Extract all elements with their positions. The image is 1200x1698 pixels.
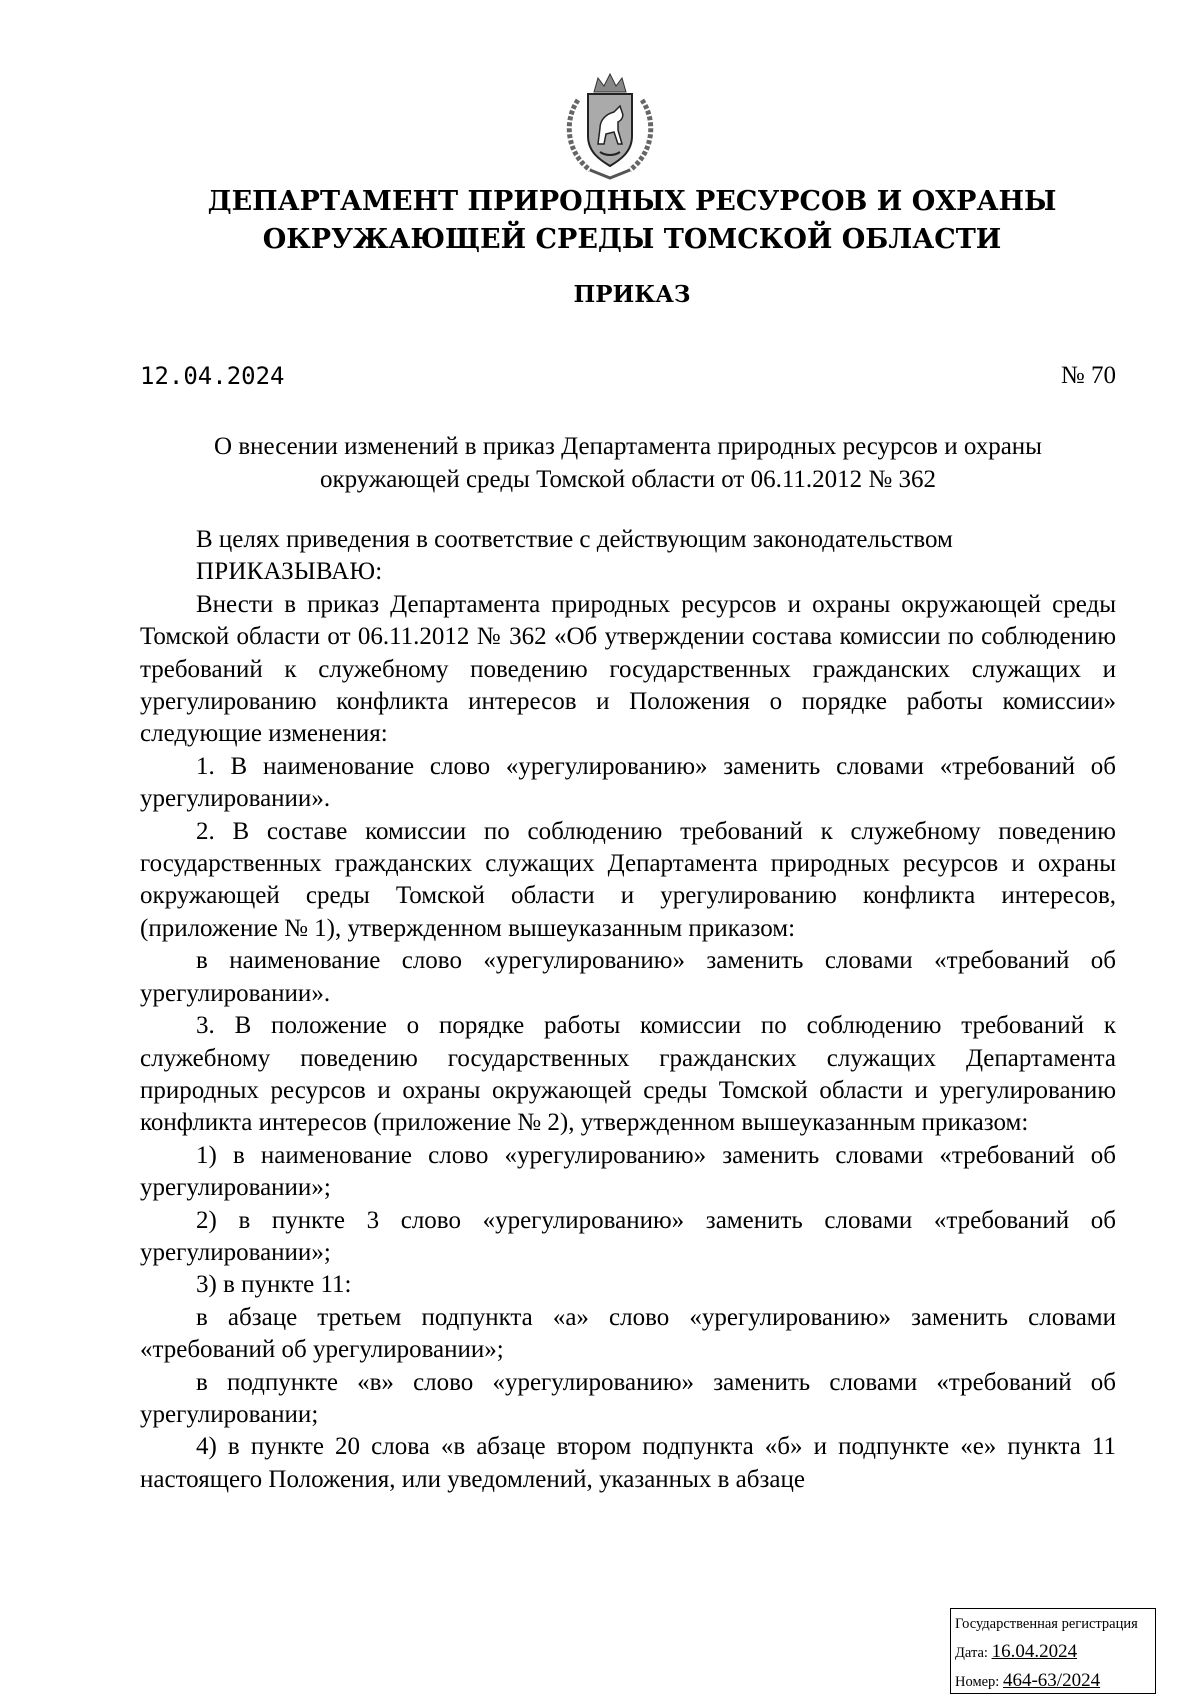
body-paragraph: 2. В составе комиссии по соблюдению требований к служебному поведению государственных гражданских служащих Департамента природных ресурсов и охраны окружающей среды Томской области и урегулированию конфликта интересов, (приложение № 1), утвержденном вышеуказанным приказом: <box>140 817 1116 942</box>
document-subject <box>140 430 1116 496</box>
body-paragraph: в подпункте «в» слово «урегулированию» заменить словами «требований об урегулировании; <box>140 1368 1116 1428</box>
body-paragraph: 4) в пункте 20 слова «в абзаце втором подпункта «б» и подпункте «е» пункта 11 настоящего Положения, или уведомлений, указанных в абзаце <box>140 1433 1116 1493</box>
registration-date-row <box>955 1638 1151 1667</box>
body-paragraph: в абзаце третьем подпункта «а» слово «урегулированию» заменить словами «требований об урегулировании»; <box>140 1303 1116 1364</box>
subject-line1: О внесении изменений в приказ Департамента природных ресурсов и охраны <box>214 433 1042 460</box>
registration-date-value: 16.04.2024 <box>991 1641 1078 1662</box>
registration-date-label: Дата: <box>955 1645 988 1661</box>
document-date: 12.04.2024 <box>140 362 285 390</box>
order-command: ПРИКАЗЫВАЮ: <box>196 558 383 586</box>
coat-of-arms-icon <box>560 70 660 182</box>
registration-number-label: Номер: <box>955 1674 1000 1690</box>
registration-stamp <box>950 1608 1156 1694</box>
organization-title-line2: ОКРУЖАЮЩЕЙ СРЕДЫ ТОМСКОЙ ОБЛАСТИ <box>262 224 1002 255</box>
registration-number-row <box>955 1667 1151 1696</box>
document-type: ПРИКАЗ <box>573 281 691 308</box>
body-paragraph: в наименование слово «урегулированию» заменить словами «требований об урегулировании». <box>140 947 1116 1007</box>
document-number: № 70 <box>1060 362 1116 389</box>
body-paragraph: В целях приведения в соответствие с действующим законодательством <box>196 526 953 553</box>
body-paragraph: 1) в наименование слово «урегулированию» заменить словами «требований об урегулировании»; <box>140 1141 1116 1202</box>
registration-number-value: 464-63/2024 <box>1002 1670 1101 1691</box>
organization-title-line1: ДЕПАРТАМЕНТ ПРИРОДНЫХ РЕСУРСОВ И ОХРАНЫ <box>207 186 1057 217</box>
organization-title <box>0 183 1200 259</box>
body-paragraph: 1. В наименование слово «урегулированию» заменить словами «требований об урегулировании». <box>140 752 1116 813</box>
body-paragraph: 3. В положение о порядке работы комиссии по соблюдению требований к служебному поведению государственных гражданских служащих Департамента природных ресурсов и охраны окружающей среды Томской области и урегулированию конфликта интересов (приложение № 2), утвержденном вышеуказанным приказом: <box>140 1012 1116 1137</box>
document-body <box>140 524 1116 1496</box>
body-paragraph: 3) в пункте 11: <box>196 1271 352 1299</box>
body-paragraph: 2) в пункте 3 слово «урегулированию» заменить словами «требований об урегулировании»; <box>140 1206 1116 1266</box>
subject-line2: окружающей среды Томской области от 06.11.2012 № 362 <box>319 466 937 493</box>
registration-title: Государственная регистрация <box>955 1616 1138 1632</box>
body-paragraph: Внести в приказ Департамента природных ресурсов и охраны окружающей среды Томской области от 06.11.2012 № 362 «Об утверждении состава комиссии по соблюдению требований к служебному поведению государственных гражданских служащих и урегулированию конфликта интересов и Положения о порядке работы комиссии» следующие изменения: <box>140 590 1116 748</box>
